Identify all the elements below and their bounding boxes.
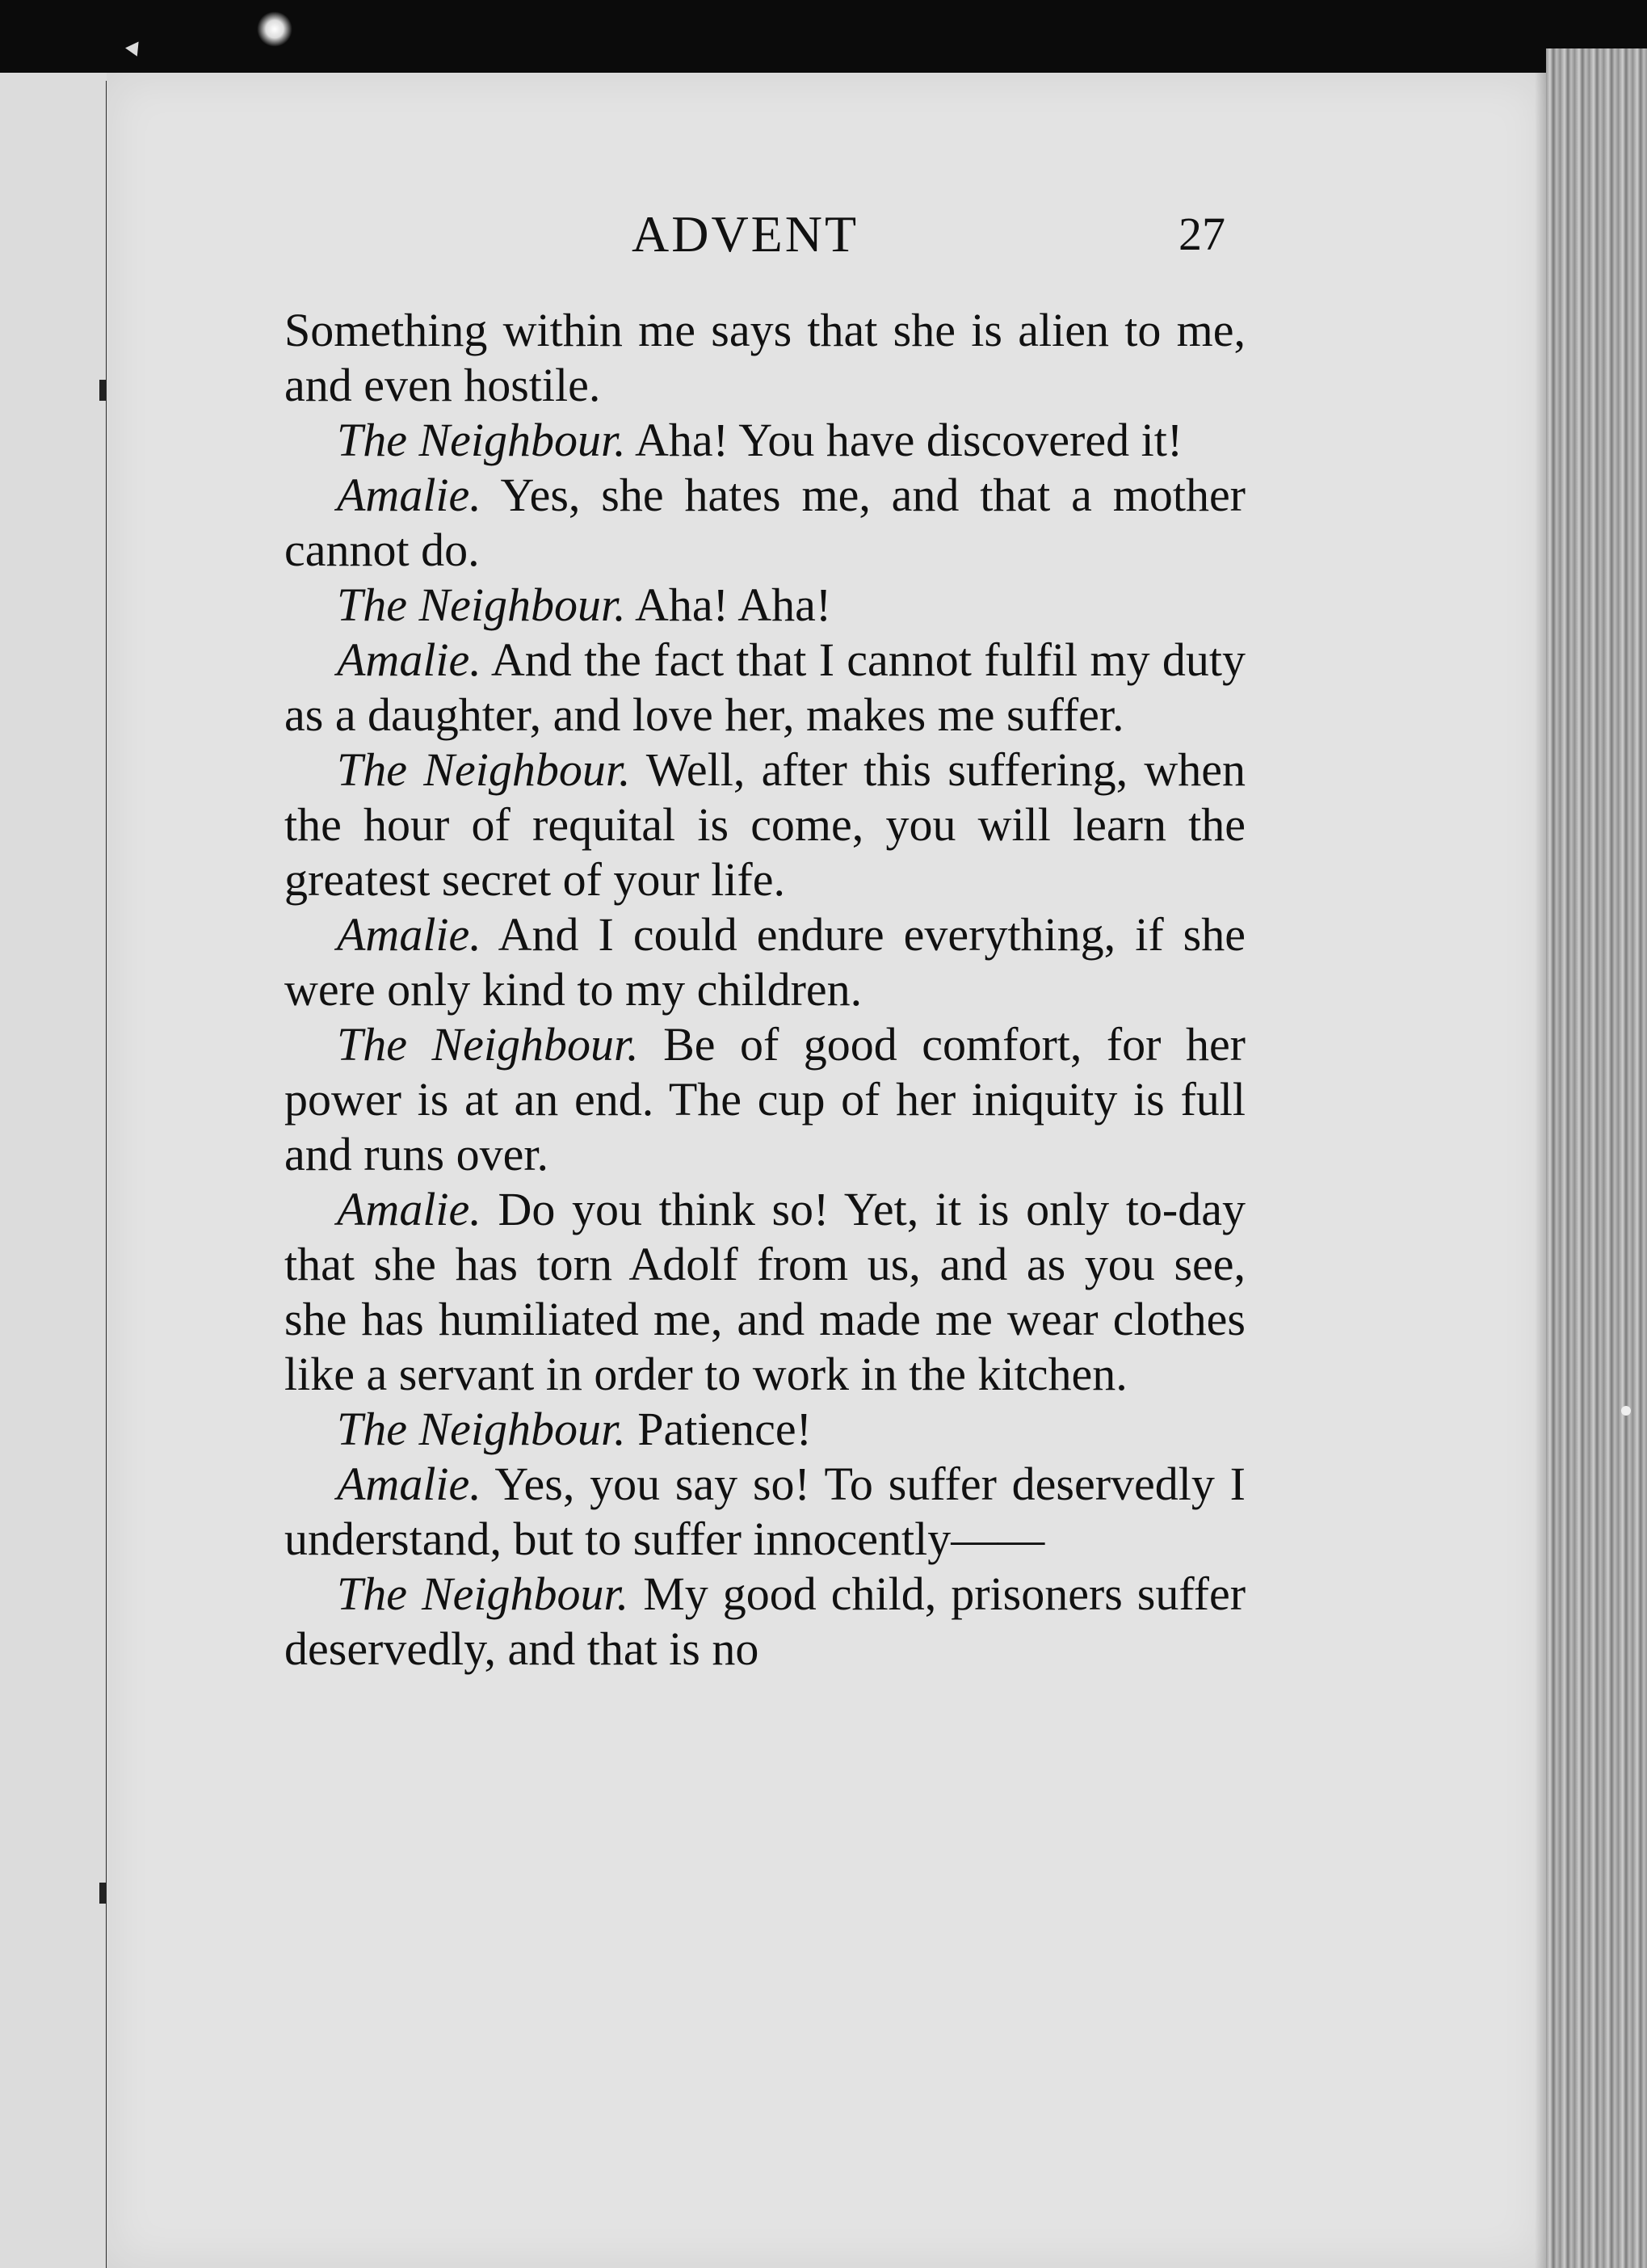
speech-text: Do you think so! Yet, it is only to-day that she has torn Adolf from us, and as you see, she has humiliated me, and made me wear clothes like a servant in order to work in the kitchen. [284,1183,1246,1400]
speaker-name: Amalie. [337,1183,481,1235]
speech-text: Something within me says that she is alien to me, and even hostile. [284,304,1246,411]
paragraph [284,1402,1246,1457]
speaker-name: Amalie. [337,469,481,521]
running-head: ADVENT [632,205,859,263]
speech-text: My good child, prisoners suffer deservedly, and that is no [284,1567,1246,1675]
speech-text: Be of good comfort, for her power is at an end. The cup of her iniquity is full and runs over. [284,1018,1246,1180]
facing-page-edge [0,73,107,2268]
paragraph [284,1182,1246,1402]
speaker-name: The Neighbour. [337,1403,626,1455]
dialogue-body [284,303,1246,1677]
page-text-block [284,198,1246,1677]
paragraph [284,468,1246,578]
page-header [284,198,1246,287]
speech-text: Yes, she hates me, and that a mother cannot do. [284,469,1246,576]
paragraph [284,303,1246,413]
speech-text: Aha! You have discovered it! [635,414,1183,466]
speech-text: Patience! [637,1403,812,1455]
speech-text: Yes, you say so! To suffer deservedly I understand, but to suffer innocently—— [284,1458,1246,1565]
page-stack-edge [1546,48,1647,2268]
paragraph [284,743,1246,907]
paragraph [284,1457,1246,1567]
speech-text: And I could endure everything, if she were only kind to my children. [284,908,1246,1016]
edge-speck [1621,1406,1631,1416]
paragraph [284,413,1246,468]
margin-mark [99,380,106,401]
speech-text: Well, after this suffering, when the hour of requital is come, you will learn the greatest secret of your life. [284,743,1246,906]
scan-glare-spot [257,11,292,47]
speaker-name: Amalie. [337,908,481,961]
speaker-name: The Neighbour. [337,579,626,631]
speaker-name: The Neighbour. [337,1567,629,1620]
paragraph [284,1567,1246,1677]
margin-mark [99,1883,106,1904]
speech-text: And the fact that I cannot fulfil my duty as a daughter, and love her, makes me suffer. [284,633,1246,741]
paragraph [284,633,1246,743]
speaker-name: The Neighbour. [337,414,626,466]
speaker-name: Amalie. [337,1458,481,1510]
speaker-name: Amalie. [337,633,481,686]
speaker-name: The Neighbour. [337,1018,639,1071]
paragraph [284,907,1246,1017]
paragraph [284,578,1246,633]
speaker-name: The Neighbour. [337,743,631,796]
paragraph [284,1017,1246,1182]
speech-text: Aha! Aha! [635,579,832,631]
page-number: 27 [1179,208,1225,260]
corner-fleck [125,37,145,56]
